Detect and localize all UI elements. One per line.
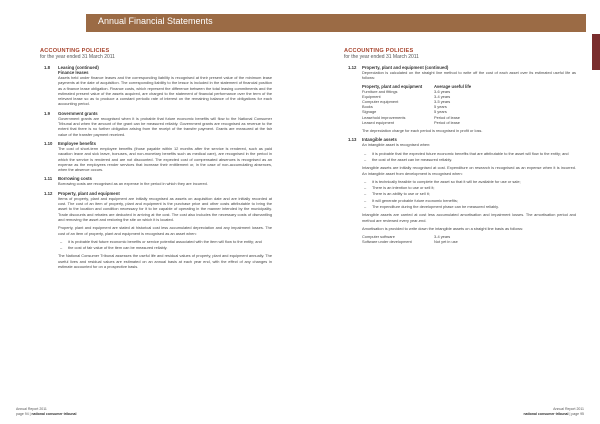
table-row — [362, 239, 512, 244]
footer-org-name: national consumer tribunal — [523, 411, 569, 416]
footer-report-name: Annual Report 2011 — [553, 407, 584, 412]
table-cell: Furniture and fittings — [362, 88, 398, 94]
paragraph: Depreciation is calculated on the straight line method to write off the cost of each asset over its estimated useful life as follows: — [362, 70, 576, 81]
table-cell: 5 years — [434, 109, 447, 115]
section-title: Property, plant and equipment (continued) — [362, 65, 449, 70]
amortisation-table — [362, 234, 512, 244]
bullet-text: it is technically feasible to complete the asset so that it will be available for use or sale; — [372, 178, 521, 184]
table-cell: 3-6 years — [434, 88, 451, 94]
section-number: 1.9 — [44, 110, 50, 116]
section-1-13 — [344, 137, 576, 244]
table-header: Average useful life — [434, 83, 472, 89]
section-title: Intangible assets — [362, 137, 397, 143]
section-title: Property, plant and equipment — [58, 190, 120, 196]
table-cell: 3-4 years — [434, 93, 451, 99]
paragraph: Government grants are recognised when it is probable that future economic benefits will flow to the National Consumer Tribunal and when the amount of the grant can be measured reliably. Government grants are recognised as revenue to the extent that there is no further obligation arising from the receipt of the transfer payment. Grants are measured at the fair value of the transfer payment received. — [58, 115, 272, 137]
section-1-9 — [40, 111, 272, 137]
section-1-11 — [40, 176, 272, 186]
section-1-12 — [40, 191, 272, 270]
table-cell: Software under development — [362, 239, 412, 245]
table-cell: Not yet in use — [434, 239, 458, 245]
section-number: 1.12 — [348, 65, 357, 70]
section-title: Leasing (continued) — [58, 65, 99, 70]
bullet-item: – it is technically feasible to complete the asset so that it will be available for use or sale; — [364, 178, 521, 184]
section-number: 1.10 — [44, 140, 53, 146]
bullet-text: It will generate probable future economic benefits; — [372, 197, 458, 203]
table-cell: 3-5 years — [434, 99, 451, 104]
bullet-item: – the cost of fair value of the item can be measured reliably. — [60, 245, 168, 251]
bullet-item: – The expenditure during the development phase can be measured reliably. — [364, 203, 499, 209]
section-1-8 — [40, 65, 272, 107]
section-number: 1.11 — [44, 176, 53, 182]
section-title: Government grants — [58, 110, 98, 116]
paragraph: Amortisation is provided to write down the intangible assets on a straight line basis as follows: — [362, 225, 524, 231]
footer-report-name: Annual Report 2011 — [16, 407, 47, 412]
paragraph: The cost of short-term employee benefits (those payable within 12 months after the service is rendered, such as paid vacation leave and sick leave, bonuses, and non-monetary benefits such as medical care), are recognised in the period in which the service is rendered and are not discounted. The expected cost of compensated absences is recognised as an expense as the employees render services that increase their entitlement or, in the case of non-accumulating absences, when the absence occurs. — [58, 145, 272, 173]
table-cell: Period of lease — [434, 114, 460, 120]
bullet-text: There is an ability to use or sell it; — [372, 191, 430, 197]
useful-life-table — [362, 84, 512, 125]
table-cell: Books — [362, 104, 373, 110]
paragraph: Intangible assets are carried at cost less accumulated amortisation and impairment losses. The amortisation period and method are reviewed every year-end. — [362, 212, 576, 223]
section-title: Borrowing costs — [58, 176, 92, 182]
paragraph: Assets held under finance leases and the corresponding liability is recognised at their present value of the minimum lease payments at the date of acquisition. The corresponding liability to the lessor is included in the statement of financial position as a finance lease obligation. Finance costs, which represent the difference between the total leasing commitments and the estimated present value of the assets acquired, are charged to the statement of financial performance over the term of the relevant lease so as to produce a constant periodic rate of interest on the remaining balance of the obligations for each accounting period. — [58, 75, 272, 107]
table-cell: Signage — [362, 109, 377, 115]
table-cell: Equipment — [362, 93, 381, 99]
bullet-item: – it is probable that future economic benefits or service potential associated with the item will flow to the entity; and — [60, 238, 262, 244]
bullet-text: the cost of fair value of the item can be measured reliably. — [68, 245, 168, 251]
section-number: 1.8 — [44, 65, 50, 70]
bullet-text: it is probable that the expected future economic benefits that are attributable to the asset will flow to the entity; and — [372, 150, 569, 156]
footer-page-number: | page 95 — [568, 411, 584, 416]
subsection-title: Finance leases — [58, 70, 89, 75]
bullet-item: – it is probable that the expected future economic benefits that are attributable to the asset will flow to the entity; and — [364, 150, 569, 156]
header-banner — [86, 14, 586, 32]
table-row — [362, 120, 512, 125]
bullet-item: – There is an ability to use or sell it; — [364, 191, 430, 197]
section-1-12-continued — [344, 65, 576, 133]
paragraph: Items of property, plant and equipment are initially recognised as assets on acquisition date and are initially recorded at cost. The cost of an item of property, plant and equipment is the purchase price and other costs attributable to bring the asset to the location and condition necessary for it to be capable of operating in the manner intended by the municipality. Trade discounts and rebates are deducted in arriving at the cost. The cost also includes the necessary costs of dismantling and removing the asset and restoring the site on which it is located. — [58, 195, 272, 222]
left-column — [40, 48, 272, 272]
bullet-item: – It will generate probable future economic benefits; — [364, 197, 458, 203]
section-1-10 — [40, 141, 272, 172]
table-header: Property, plant and equipment — [362, 83, 423, 89]
paragraph: Intangible assets are initially recognised at cost. Expenditure on research is recognised as an expense when it is incurred. An intangible asset from development is recognised when: — [362, 165, 576, 176]
paragraph: The depreciation charge for each period is recognised in profit or loss. — [362, 128, 483, 134]
bullet-text: the cost of the asset can be measured reliably. — [372, 156, 453, 162]
footer-left — [16, 407, 76, 416]
table-cell: Computer software — [362, 234, 395, 240]
table-cell: Period of lease — [434, 119, 460, 125]
table-cell: 3-4 years — [434, 234, 451, 240]
bullet-text: There is an intention to use or sell it; — [372, 185, 435, 191]
paragraph: An intangible asset is recognised when: — [362, 142, 431, 148]
left-subheading: for the year ended 31 March 2011 — [40, 54, 115, 60]
table-cell: Computer equipment — [362, 99, 399, 104]
right-column — [344, 48, 576, 248]
page-title: Annual Financial Statements — [98, 16, 213, 26]
bullet-text: The expenditure during the development phase can be measured reliably. — [372, 203, 499, 209]
right-subheading: for the year ended 31 March 2011 — [344, 54, 419, 60]
table-cell: 5 years — [434, 104, 447, 110]
left-heading: ACCOUNTING POLICIES — [40, 48, 110, 54]
bullet-item: – There is an intention to use or sell it; — [364, 185, 435, 191]
footer-right — [524, 407, 584, 416]
bullet-text: it is probable that future economic benefits or service potential associated with the item will flow to the entity; and — [68, 238, 262, 244]
paragraph: The National Consumer Tribunal assesses the useful life and residual values of property, plant and equipment annually. The useful lives and residual values are estimated on an annual basis at each year end, with the effect of any changes in estimate accounted for on a prospective basis. — [58, 253, 272, 270]
table-cell: Leasehold improvements — [362, 114, 406, 120]
right-heading: ACCOUNTING POLICIES — [344, 48, 414, 54]
bullet-item: – the cost of the asset can be measured reliably. — [364, 156, 453, 162]
section-title: Employee benefits — [58, 140, 96, 146]
paragraph: Property, plant and equipment are stated at historical cost less accumulated depreciation and any impairment losses. The cost of an item of property, plant and equipment is recognised as an asset when: — [58, 225, 272, 236]
footer-org-name: national consumer tribunal — [31, 411, 77, 416]
paragraph: Borrowing costs are recognised as an expense in the period in which they are incurred. — [58, 181, 208, 187]
section-number: 1.12 — [44, 190, 53, 196]
section-number: 1.13 — [348, 137, 357, 143]
footer-page-number: page 94 | — [16, 411, 32, 416]
table-cell: Leased equipment — [362, 119, 395, 125]
section-tab-marker — [592, 34, 600, 70]
